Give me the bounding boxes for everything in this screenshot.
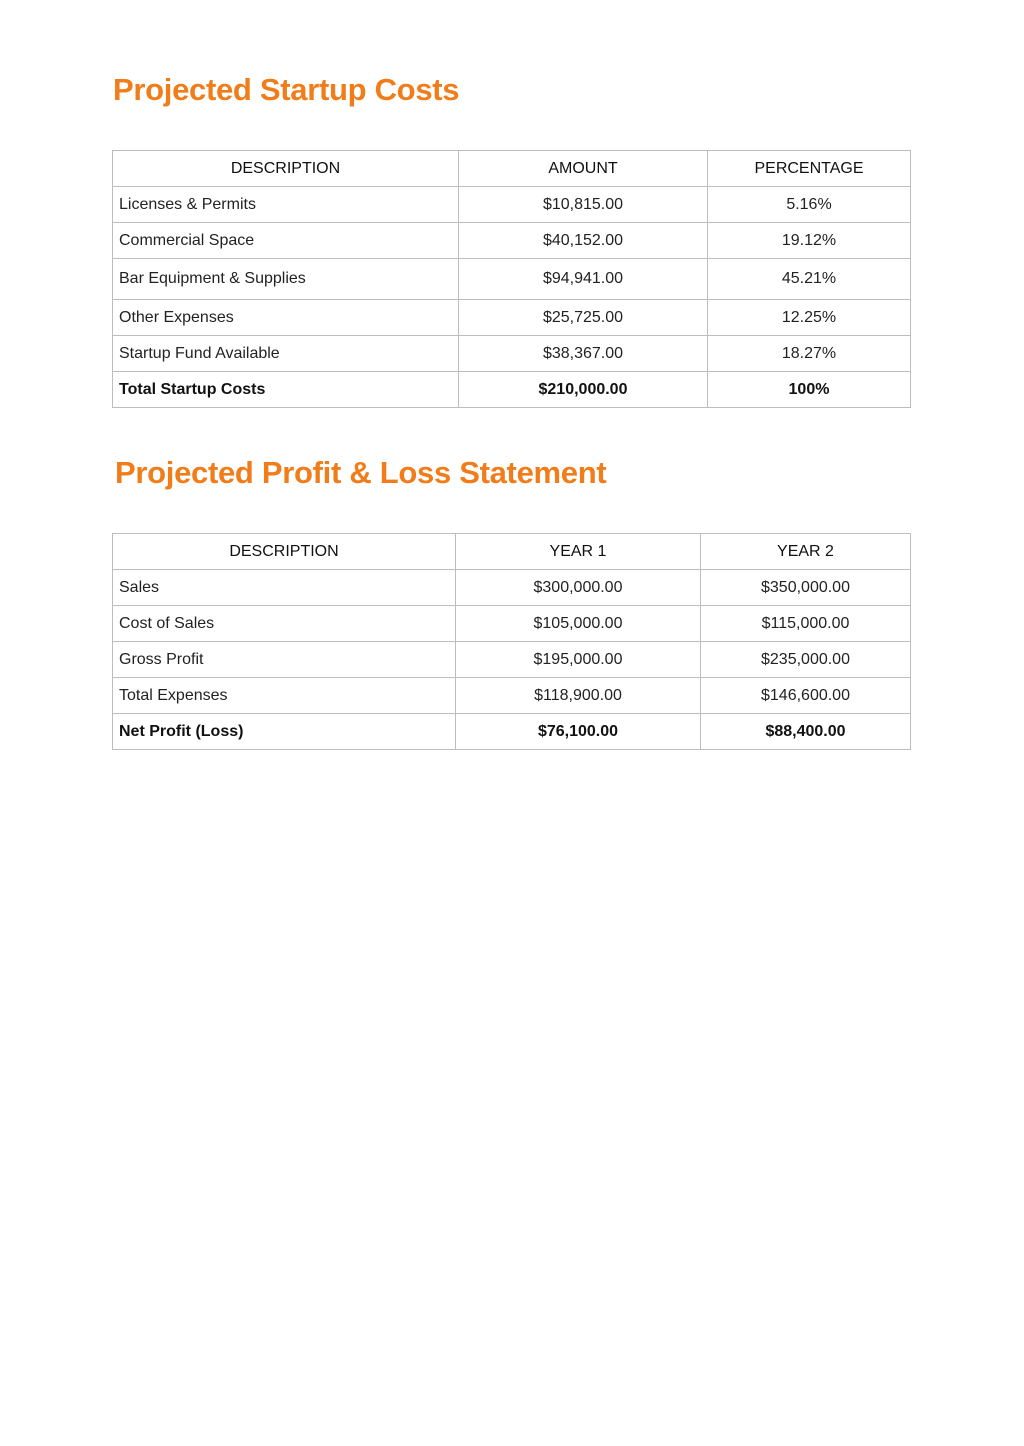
row-percentage: 18.27%: [708, 336, 911, 372]
row-year-2: $115,000.00: [701, 606, 911, 642]
row-year-1: $105,000.00: [456, 606, 701, 642]
table-row: [113, 259, 911, 300]
row-amount: $10,815.00: [459, 187, 708, 223]
table-row: [113, 678, 911, 714]
row-description: Startup Fund Available: [113, 336, 459, 372]
row-percentage: 5.16%: [708, 187, 911, 223]
total-row: [113, 372, 911, 408]
table-row: [113, 336, 911, 372]
row-amount: $94,941.00: [459, 259, 708, 300]
row-description: Cost of Sales: [113, 606, 456, 642]
profit-loss-title: Projected Profit & Loss Statement: [115, 455, 607, 490]
row-percentage: 12.25%: [708, 300, 911, 336]
row-amount: $38,367.00: [459, 336, 708, 372]
column-header-year-1: YEAR 1: [456, 534, 701, 570]
row-year-1: $300,000.00: [456, 570, 701, 606]
column-header-description: DESCRIPTION: [113, 534, 456, 570]
row-year-1: $118,900.00: [456, 678, 701, 714]
startup-costs-title: Projected Startup Costs: [113, 72, 460, 107]
row-year-1: $195,000.00: [456, 642, 701, 678]
table-header-row: [113, 151, 911, 187]
total-year-2: $88,400.00: [701, 714, 911, 750]
column-header-percentage: PERCENTAGE: [708, 151, 911, 187]
row-description: Sales: [113, 570, 456, 606]
total-description: Net Profit (Loss): [113, 714, 456, 750]
startup-costs-table: [112, 150, 911, 408]
row-description: Commercial Space: [113, 223, 459, 259]
total-year-1: $76,100.00: [456, 714, 701, 750]
total-amount: $210,000.00: [459, 372, 708, 408]
column-header-year-2: YEAR 2: [701, 534, 911, 570]
table-row: [113, 187, 911, 223]
table-row: [113, 223, 911, 259]
row-description: Gross Profit: [113, 642, 456, 678]
column-header-amount: AMOUNT: [459, 151, 708, 187]
row-description: Bar Equipment & Supplies: [113, 259, 459, 300]
total-row: [113, 714, 911, 750]
row-year-2: $235,000.00: [701, 642, 911, 678]
row-description: Other Expenses: [113, 300, 459, 336]
total-description: Total Startup Costs: [113, 372, 459, 408]
row-description: Licenses & Permits: [113, 187, 459, 223]
row-percentage: 45.21%: [708, 259, 911, 300]
row-year-2: $350,000.00: [701, 570, 911, 606]
row-amount: $40,152.00: [459, 223, 708, 259]
table-row: [113, 300, 911, 336]
profit-loss-table: [112, 533, 911, 750]
table-row: [113, 642, 911, 678]
row-description: Total Expenses: [113, 678, 456, 714]
table-header-row: [113, 534, 911, 570]
row-year-2: $146,600.00: [701, 678, 911, 714]
table-row: [113, 606, 911, 642]
row-percentage: 19.12%: [708, 223, 911, 259]
row-amount: $25,725.00: [459, 300, 708, 336]
column-header-description: DESCRIPTION: [113, 151, 459, 187]
total-percentage: 100%: [708, 372, 911, 408]
table-row: [113, 570, 911, 606]
